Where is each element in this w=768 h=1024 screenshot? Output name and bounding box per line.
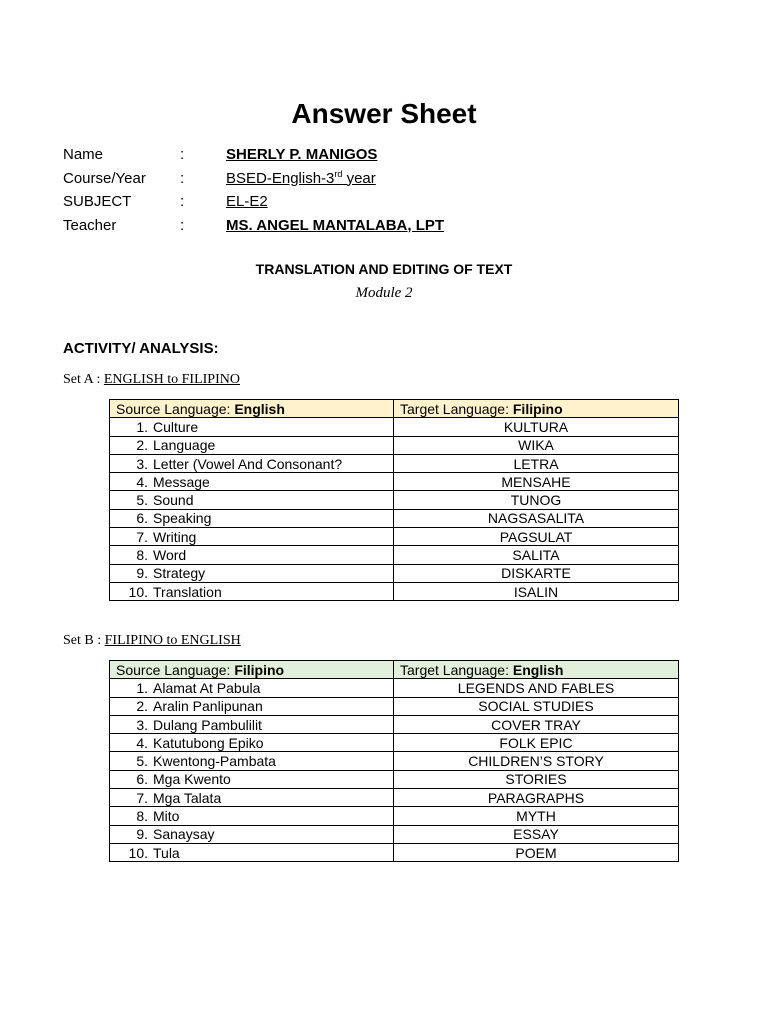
item-number: 1. xyxy=(136,418,148,435)
source-term xyxy=(110,454,394,472)
source-term xyxy=(110,734,394,752)
item-number: 9. xyxy=(136,826,148,843)
activity-heading: ACTIVITY/ ANALYSIS: xyxy=(63,340,219,357)
source-term-text: Culture xyxy=(153,418,199,435)
table-row xyxy=(110,564,679,582)
item-number: 4. xyxy=(136,473,148,490)
set-a-rows xyxy=(110,418,679,601)
set-a-table xyxy=(109,399,679,601)
info-colon: : xyxy=(180,169,185,187)
table-row xyxy=(110,679,679,697)
source-term-text: Mito xyxy=(153,808,180,825)
source-term-text: Language xyxy=(153,437,216,454)
table-row xyxy=(110,807,679,825)
source-term xyxy=(110,679,394,697)
item-number: 8. xyxy=(136,808,148,825)
info-row-subject xyxy=(63,191,663,215)
item-number: 10. xyxy=(128,583,148,600)
set-b-rows xyxy=(110,679,679,862)
source-term xyxy=(110,546,394,564)
source-term-text: Katutubong Epiko xyxy=(153,734,264,751)
target-term: WIKA xyxy=(394,436,679,454)
info-row-name xyxy=(63,144,663,168)
source-term-text: Word xyxy=(153,547,187,564)
table-row xyxy=(110,752,679,770)
target-term: CHILDREN’S STORY xyxy=(394,752,679,770)
set-b-table xyxy=(109,660,679,862)
source-term xyxy=(110,825,394,843)
info-label: Name xyxy=(63,146,104,163)
source-term xyxy=(110,789,394,807)
item-number: 7. xyxy=(136,789,148,806)
target-term: SALITA xyxy=(394,546,679,564)
source-term-text: Strategy xyxy=(153,565,206,582)
student-name: SHERLY P. MANIGOS xyxy=(226,146,378,163)
info-label: Course/Year xyxy=(63,169,146,187)
source-term xyxy=(110,418,394,436)
target-term: STORIES xyxy=(394,770,679,788)
table-header-row xyxy=(110,400,679,418)
target-language: Filipino xyxy=(512,400,563,417)
source-term xyxy=(110,715,394,733)
target-term: FOLK EPIC xyxy=(394,734,679,752)
target-term: NAGSASALITA xyxy=(394,509,679,527)
target-term: POEM xyxy=(394,843,679,861)
table-row xyxy=(110,697,679,715)
source-term-text: Letter (Vowel And Consonant? xyxy=(153,455,343,472)
target-term: MENSAHE xyxy=(394,473,679,491)
source-header-label: Source Language: xyxy=(116,661,235,678)
module-label: Module 2 xyxy=(355,285,413,301)
table-row xyxy=(110,546,679,564)
table-row xyxy=(110,473,679,491)
source-term xyxy=(110,843,394,861)
target-term: ESSAY xyxy=(394,825,679,843)
table-row xyxy=(110,509,679,527)
student-info xyxy=(63,144,663,238)
source-term xyxy=(110,697,394,715)
target-term: MYTH xyxy=(394,807,679,825)
teacher-name: MS. ANGEL MANTALABA, LPT xyxy=(226,216,445,234)
target-term: SOCIAL STUDIES xyxy=(394,697,679,715)
source-term-text: Message xyxy=(153,473,210,490)
item-number: 6. xyxy=(136,771,148,788)
table-row xyxy=(110,715,679,733)
subject-code: EL-E2 xyxy=(226,193,268,210)
source-term xyxy=(110,491,394,509)
info-label: Teacher xyxy=(63,216,117,234)
info-colon: : xyxy=(180,146,185,163)
item-number: 3. xyxy=(136,455,148,472)
source-term-text: Kwentong-Pambata xyxy=(153,753,276,770)
course-year xyxy=(226,168,376,190)
source-term xyxy=(110,564,394,582)
set-b-label xyxy=(63,633,241,649)
item-number: 5. xyxy=(136,753,148,770)
course-year-rest: year xyxy=(342,169,376,187)
table-row xyxy=(110,418,679,436)
source-term-text: Sanaysay xyxy=(153,826,215,843)
item-number: 5. xyxy=(136,492,148,509)
target-header-label: Target Language: xyxy=(400,400,513,417)
set-a-prefix: Set A : xyxy=(63,372,104,387)
source-term-text: Dulang Pambulilit xyxy=(153,716,262,733)
target-header-label: Target Language: xyxy=(400,661,513,678)
target-language-header xyxy=(394,661,679,679)
item-number: 1. xyxy=(136,679,148,696)
source-term xyxy=(110,436,394,454)
item-number: 2. xyxy=(136,437,148,454)
source-term xyxy=(110,807,394,825)
target-term: ISALIN xyxy=(394,582,679,600)
source-language-header xyxy=(110,661,394,679)
item-number: 7. xyxy=(136,528,148,545)
source-language: English xyxy=(234,400,285,417)
source-term xyxy=(110,473,394,491)
table-row xyxy=(110,582,679,600)
table-row xyxy=(110,491,679,509)
item-number: 3. xyxy=(136,716,148,733)
source-term xyxy=(110,528,394,546)
table-row xyxy=(110,770,679,788)
item-number: 9. xyxy=(136,565,148,582)
table-header-row xyxy=(110,661,679,679)
item-number: 4. xyxy=(136,734,148,751)
source-term-text: Translation xyxy=(153,583,222,600)
source-term-text: Speaking xyxy=(153,510,212,527)
info-label: SUBJECT xyxy=(63,193,132,210)
table-row xyxy=(110,528,679,546)
source-term-text: Writing xyxy=(153,528,197,545)
source-term-text: Tula xyxy=(153,844,180,861)
target-language-header xyxy=(394,400,679,418)
table-row xyxy=(110,825,679,843)
table-row xyxy=(110,789,679,807)
set-b-direction: FILIPINO to ENGLISH xyxy=(104,633,241,648)
target-term: DISKARTE xyxy=(394,564,679,582)
target-term: PARAGRAPHS xyxy=(394,789,679,807)
item-number: 6. xyxy=(136,510,148,527)
target-term: LETRA xyxy=(394,454,679,472)
target-language: English xyxy=(512,661,564,678)
source-term xyxy=(110,582,394,600)
item-number: 8. xyxy=(136,547,148,564)
document-title: TRANSLATION AND EDITING OF TEXT xyxy=(255,261,513,277)
source-header-label: Source Language: xyxy=(116,400,235,417)
set-a-label xyxy=(63,372,240,388)
source-term-text: Sound xyxy=(153,492,194,509)
item-number: 10. xyxy=(128,844,148,861)
source-term xyxy=(110,509,394,527)
table-row xyxy=(110,436,679,454)
source-term xyxy=(110,770,394,788)
table-row xyxy=(110,734,679,752)
info-colon: : xyxy=(180,216,185,234)
course-year-main: BSED-English-3 xyxy=(226,169,335,187)
source-term-text: Alamat At Pabula xyxy=(153,679,261,696)
source-term-text: Aralin Panlipunan xyxy=(153,698,263,715)
item-number: 2. xyxy=(136,698,148,715)
info-row-teacher xyxy=(63,215,663,239)
source-term-text: Mga Talata xyxy=(153,789,222,806)
info-colon: : xyxy=(180,193,185,210)
target-term: KULTURA xyxy=(394,418,679,436)
source-language-header xyxy=(110,400,394,418)
target-term: TUNOG xyxy=(394,491,679,509)
source-language: Filipino xyxy=(234,661,285,678)
table-row xyxy=(110,454,679,472)
page-title: Answer Sheet xyxy=(291,98,477,129)
target-term: PAGSULAT xyxy=(394,528,679,546)
target-term: LEGENDS AND FABLES xyxy=(394,679,679,697)
info-row-course xyxy=(63,168,663,192)
target-term: COVER TRAY xyxy=(394,715,679,733)
source-term-text: Mga Kwento xyxy=(153,771,231,788)
set-b-prefix: Set B : xyxy=(63,633,105,648)
table-row xyxy=(110,843,679,861)
course-year-sup: rd xyxy=(334,168,343,179)
set-a-direction: ENGLISH to FILIPINO xyxy=(103,372,240,387)
source-term xyxy=(110,752,394,770)
